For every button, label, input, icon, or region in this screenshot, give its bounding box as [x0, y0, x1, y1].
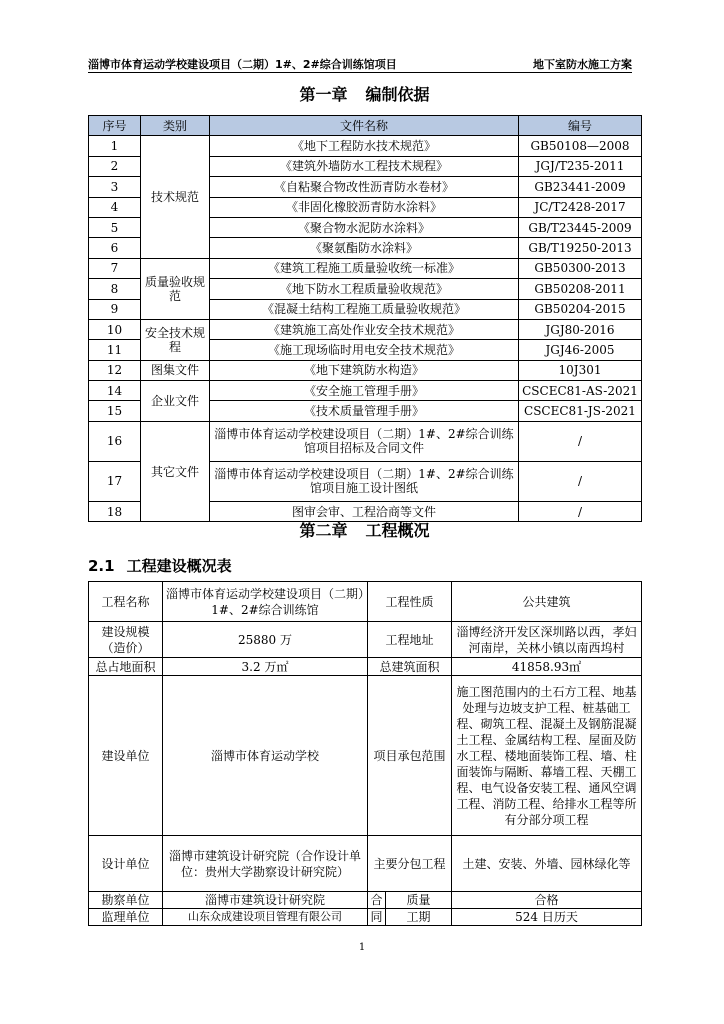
table-row [89, 319, 642, 339]
header-project-title: 淄博市体育运动学校建设项目（二期）1#、2#综合训练馆项目 [88, 58, 397, 71]
page-number: 1 [358, 942, 366, 953]
land-area-label: 总占地面积 [89, 658, 163, 676]
row-no: 3 [89, 177, 141, 197]
category-cell: 企业文件 [141, 381, 210, 422]
table-row [89, 909, 642, 926]
category-cell: 技术规范 [141, 136, 210, 258]
row-code: CSCEC81-AS-2021 [519, 381, 642, 401]
row-no: 12 [89, 360, 141, 380]
table-row [89, 421, 642, 461]
owner-value: 淄博市体育运动学校 [163, 676, 368, 836]
row-name: 图审会审、工程洽商等文件 [210, 501, 519, 521]
row-no: 6 [89, 238, 141, 258]
floor-area-label: 总建筑面积 [368, 658, 452, 676]
row-no: 8 [89, 279, 141, 299]
row-code: GB/T19250-2013 [519, 238, 642, 258]
row-no: 11 [89, 340, 141, 360]
land-area-value: 3.2 万㎡ [163, 658, 368, 676]
chapter-1-text: 编制依据 [365, 85, 430, 104]
row-name: 《安全施工管理手册》 [210, 381, 519, 401]
row-name: 《自粘聚合物改性沥青防水卷材》 [210, 177, 519, 197]
floor-area-value: 41858.93㎡ [452, 658, 642, 676]
row-no: 17 [89, 461, 141, 501]
project-name-value: 淄博市体育运动学校建设项目（二期）1#、2#综合训练馆 [163, 582, 368, 622]
category-cell: 其它文件 [141, 421, 210, 521]
section-text: 工程建设概况表 [126, 557, 232, 575]
overview-table [88, 581, 642, 926]
chapter-1-title [88, 82, 641, 105]
chapter-2-number: 第二章 [299, 521, 348, 540]
row-name: 《技术质量管理手册》 [210, 401, 519, 421]
table-row [89, 381, 642, 401]
owner-label: 建设单位 [89, 676, 163, 836]
table-row [89, 892, 642, 909]
row-code: JGJ/T235-2011 [519, 156, 642, 176]
row-code: GB50108—2008 [519, 136, 642, 156]
row-code: GB/T23445-2009 [519, 217, 642, 237]
chapter-2-text: 工程概况 [365, 521, 430, 540]
quality-value: 合格 [452, 892, 642, 909]
contract-label-bottom: 同 [368, 909, 386, 926]
row-no: 18 [89, 501, 141, 521]
row-no: 4 [89, 197, 141, 217]
row-code: JGJ46-2005 [519, 340, 642, 360]
basis-table [88, 115, 642, 522]
chapter-2-title [88, 518, 641, 541]
designer-value: 淄博市建筑设计研究院（合作设计单位：贵州大学勘察设计研究院） [163, 836, 368, 892]
row-name: 《地下工程防水技术规范》 [210, 136, 519, 156]
row-no: 16 [89, 421, 141, 461]
row-name: 淄博市体育运动学校建设项目（二期）1#、2#综合训练馆项目招标及合同文件 [210, 421, 519, 461]
scope-value: 施工图范围内的土石方工程、地基处理与边坡支护工程、桩基础工程、砌筑工程、混凝土及钢筋混凝土工程、金属结构工程、屋面及防水工程、楼地面装饰工程、墙、柱面装饰与隔断、幕墙工程、天棚工程、电气设备安装工程、通风空调工程、消防工程、给排水工程等所有分部分项工程 [452, 676, 642, 836]
row-no: 2 [89, 156, 141, 176]
quality-label: 质量 [386, 892, 452, 909]
project-name-label: 工程名称 [89, 582, 163, 622]
nature-value: 公共建筑 [452, 582, 642, 622]
contract-label-top: 合 [368, 892, 386, 909]
row-code: JC/T2428-2017 [519, 197, 642, 217]
row-name: 《聚合物水泥防水涂料》 [210, 217, 519, 237]
row-code: / [519, 501, 642, 521]
row-no: 5 [89, 217, 141, 237]
row-name: 《地下防水工程质量验收规范》 [210, 279, 519, 299]
subcontract-value: 土建、安装、外墙、园林绿化等 [452, 836, 642, 892]
section-number: 2.1 [88, 557, 115, 575]
scale-value: 25880 万 [163, 622, 368, 658]
designer-label: 设计单位 [89, 836, 163, 892]
row-code: 10J301 [519, 360, 642, 380]
row-name: 淄博市体育运动学校建设项目（二期）1#、2#综合训练馆项目施工设计图纸 [210, 461, 519, 501]
header-doc-title: 地下室防水施工方案 [533, 58, 632, 71]
table-row [89, 676, 642, 836]
subcontract-label: 主要分包工程 [368, 836, 452, 892]
table-row [89, 136, 642, 156]
duration-value: 524 日历天 [452, 909, 642, 926]
row-name: 《混凝土结构工程施工质量验收规范》 [210, 299, 519, 319]
row-no: 7 [89, 258, 141, 278]
survey-value: 淄博市建筑设计研究院 [163, 892, 368, 909]
table-row [89, 658, 642, 676]
scope-label: 项目承包范围 [368, 676, 452, 836]
row-code: / [519, 461, 642, 501]
row-no: 1 [89, 136, 141, 156]
row-name: 《建筑外墙防水工程技术规程》 [210, 156, 519, 176]
row-name: 《建筑施工高处作业安全技术规范》 [210, 319, 519, 339]
header-cell-name: 文件名称 [210, 116, 519, 136]
survey-label: 勘察单位 [89, 892, 163, 909]
row-no: 14 [89, 381, 141, 401]
table-row [89, 622, 642, 658]
table-header-row [89, 116, 642, 136]
row-code: GB50208-2011 [519, 279, 642, 299]
category-cell: 图集文件 [141, 360, 210, 380]
row-name: 《地下建筑防水构造》 [210, 360, 519, 380]
header-cell-category: 类别 [141, 116, 210, 136]
section-2-1-title [88, 555, 232, 576]
page-header [88, 54, 632, 73]
chapter-1-number: 第一章 [299, 85, 348, 104]
scale-label: 建设规模（造价） [89, 622, 163, 658]
row-code: GB50300-2013 [519, 258, 642, 278]
table-row [89, 582, 642, 622]
row-name: 《建筑工程施工质量验收统一标准》 [210, 258, 519, 278]
table-row [89, 836, 642, 892]
row-name: 《施工现场临时用电安全技术规范》 [210, 340, 519, 360]
row-code: GB23441-2009 [519, 177, 642, 197]
header-cell-no: 序号 [89, 116, 141, 136]
row-name: 《非固化橡胶沥青防水涂料》 [210, 197, 519, 217]
row-code: / [519, 421, 642, 461]
address-label: 工程地址 [368, 622, 452, 658]
nature-label: 工程性质 [368, 582, 452, 622]
supervisor-label: 监理单位 [89, 909, 163, 926]
row-code: JGJ80-2016 [519, 319, 642, 339]
row-no: 15 [89, 401, 141, 421]
address-value: 淄博经济开发区深圳路以西，孝妇河南岸，关林小镇以南西坞村 [452, 622, 642, 658]
category-cell: 质量验收规范 [141, 258, 210, 319]
header-cell-code: 编号 [519, 116, 642, 136]
row-no: 10 [89, 319, 141, 339]
row-code: GB50204-2015 [519, 299, 642, 319]
category-cell: 安全技术规程 [141, 319, 210, 360]
row-name: 《聚氨酯防水涂料》 [210, 238, 519, 258]
supervisor-value: 山东众成建设项目管理有限公司 [163, 909, 368, 926]
row-no: 9 [89, 299, 141, 319]
table-row [89, 360, 642, 380]
row-code: CSCEC81-JS-2021 [519, 401, 642, 421]
table-row [89, 258, 642, 278]
duration-label: 工期 [386, 909, 452, 926]
